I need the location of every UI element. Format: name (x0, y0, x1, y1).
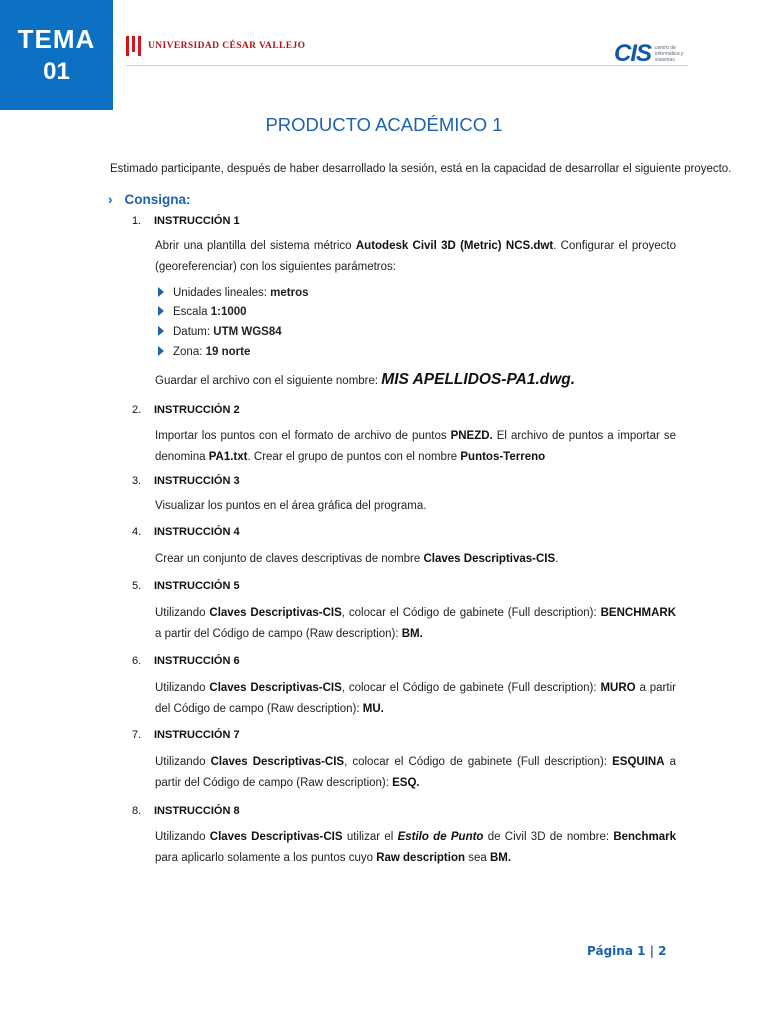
instruction-4-heading: 4. INSTRUCCIÓN 4 (132, 526, 240, 538)
consigna-label: Consigna: (124, 192, 191, 207)
instruction-number: 1. (132, 215, 142, 227)
triangle-bullet-icon (158, 287, 164, 297)
tema-number: 01 (43, 58, 70, 85)
cis-logo (614, 40, 685, 68)
triangle-bullet-icon (158, 326, 164, 336)
header-divider (126, 65, 688, 66)
cis-logo-text: CIS (614, 40, 652, 67)
instruction-title: INSTRUCCIÓN 1 (154, 215, 240, 227)
intro-text: Estimado participante, después de haber desarrollado la sesión, está en la capacidad de desarrollar el siguiente proyecto. (110, 163, 732, 175)
instruction-7-text: Utilizando Claves Descriptivas-CIS, colocar el Código de gabinete (Full description): ESQUINA a partir del Código de campo (Raw description): ESQ. (155, 756, 676, 789)
instruction-6-text: Utilizando Claves Descriptivas-CIS, colocar el Código de gabinete (Full description): MURO a partir del Código de campo (Raw description): MU. (155, 682, 676, 715)
instruction-4-text: Crear un conjunto de claves descriptivas de nombre Claves Descriptivas-CIS. (155, 553, 559, 565)
instruction-5-heading: 5. INSTRUCCIÓN 5 (132, 580, 240, 592)
triangle-bullet-icon (158, 306, 164, 316)
instruction-6-heading: 6. INSTRUCCIÓN 6 (132, 655, 240, 667)
tema-label: TEMA (17, 24, 96, 54)
file-name: MIS APELLIDOS-PA1.dwg. (381, 371, 576, 388)
instruction-2-heading: 2. INSTRUCCIÓN 2 (132, 404, 240, 416)
instruction-2-text: Importar los puntos con el formato de archivo de puntos PNEZD. El archivo de puntos a importar se denomina PA1.txt. Crear el grupo de puntos con el nombre Puntos-Terreno (155, 430, 676, 463)
instruction-1-text: Abrir una plantilla del sistema métrico Autodesk Civil 3D (Metric) NCS.dwt. Configurar el proyecto (georeferenciar) con los siguientes parámetros: (155, 240, 676, 273)
university-name: UNIVERSIDAD CÉSAR VALLEJO (148, 41, 306, 51)
bullet-item: Zona: 19 norte (158, 346, 250, 358)
instruction-3-heading: 3. INSTRUCCIÓN 3 (132, 475, 240, 487)
page-title: PRODUCTO ACADÉMICO 1 (265, 114, 503, 135)
instruction-5-text: Utilizando Claves Descriptivas-CIS, colocar el Código de gabinete (Full description): BENCHMARK a partir del Código de campo (Raw description): BM. (155, 607, 676, 640)
cis-logo-subtitle: centro de informática y sistemas (655, 45, 684, 63)
instruction-8-heading: 8. INSTRUCCIÓN 8 (132, 805, 240, 817)
ucv-emblem-icon (126, 36, 142, 56)
tema-badge (0, 0, 113, 110)
bullet-item: Unidades lineales: metros (158, 287, 309, 299)
instruction-3-text: Visualizar los puntos en el área gráfica del programa. (155, 500, 427, 512)
save-instruction: Guardar el archivo con el siguiente nombre: MIS APELLIDOS-PA1.dwg. (155, 371, 576, 388)
ucv-logo (126, 36, 305, 56)
triangle-bullet-icon (158, 346, 164, 356)
instruction-8-text: Utilizando Claves Descriptivas-CIS utilizar el Estilo de Punto de Civil 3D de nombre: Benchmark para aplicarlo solamente a los puntos cuyo Raw description sea BM. (155, 831, 676, 864)
chevron-right-icon: › (108, 192, 113, 207)
page-number: Página 1 | 2 (587, 944, 667, 958)
consigna-heading (108, 192, 191, 207)
bullet-item: Datum: UTM WGS84 (158, 326, 282, 338)
instruction-1-heading (132, 215, 240, 227)
instruction-7-heading: 7. INSTRUCCIÓN 7 (132, 729, 240, 741)
bullet-item: Escala 1:1000 (158, 306, 247, 318)
